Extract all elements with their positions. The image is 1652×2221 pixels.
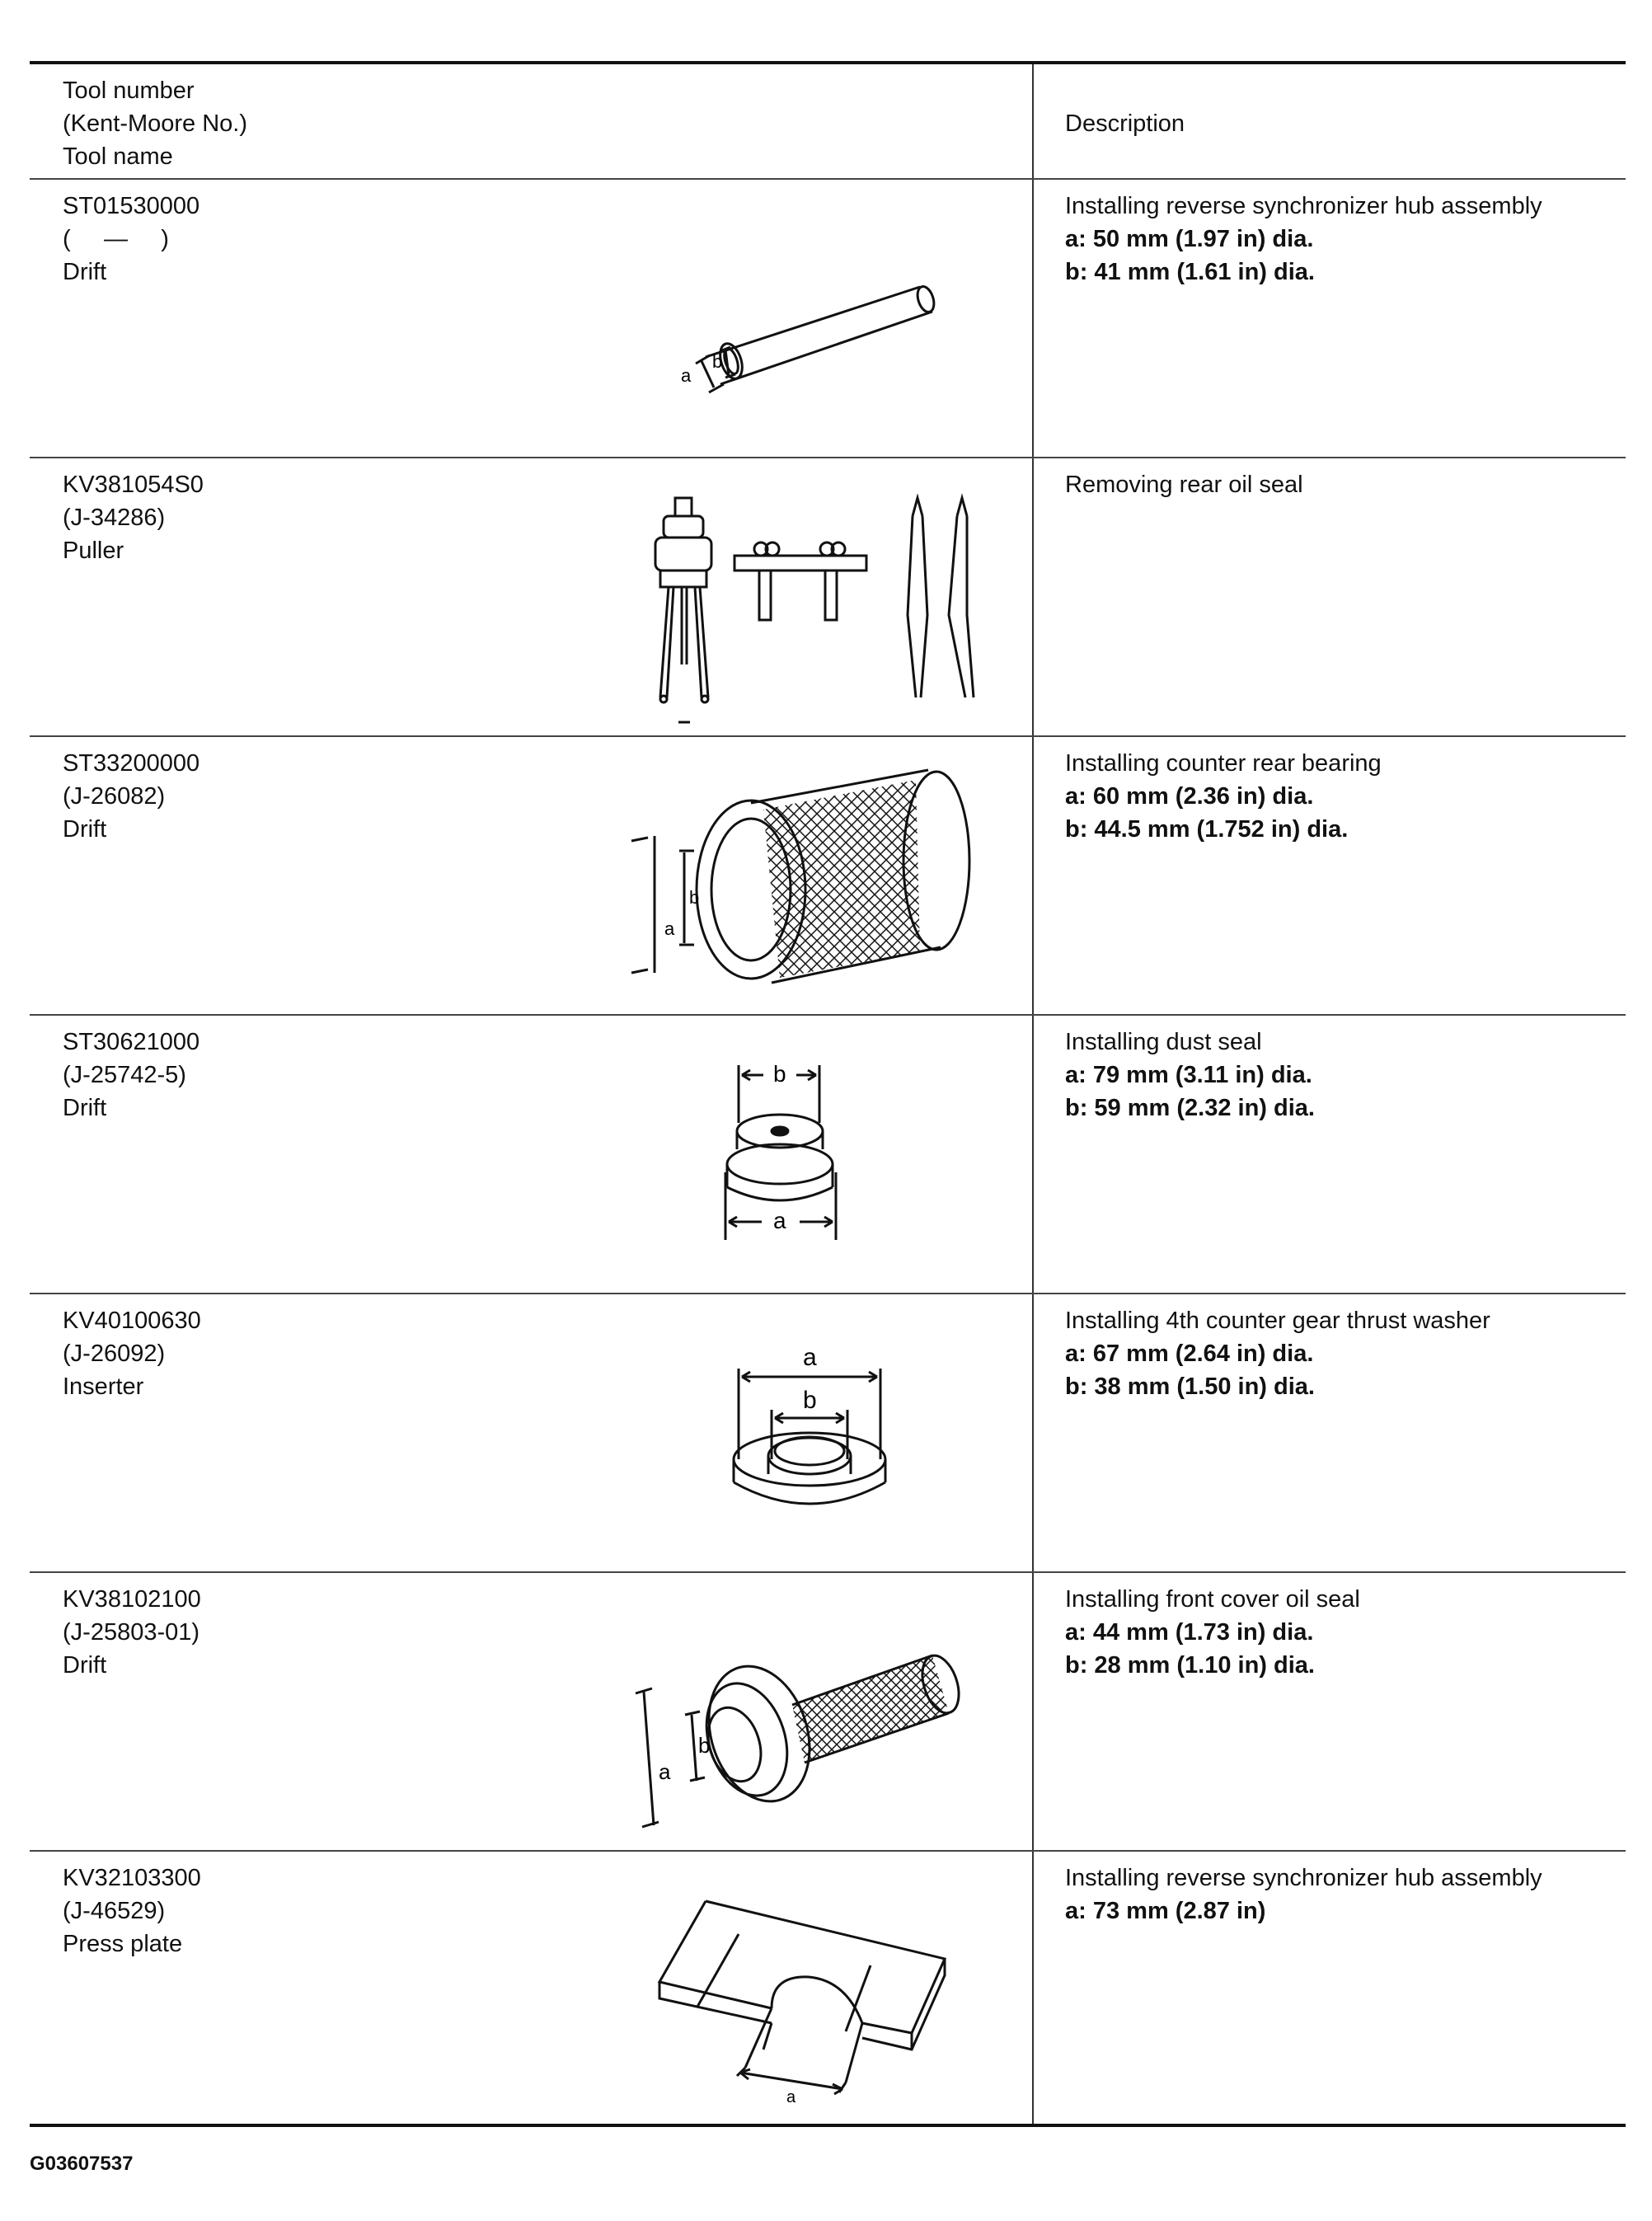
dimension-label-b: b [689,887,700,908]
spec-a: a: 73 mm (2.87 in) [1065,1898,1266,1924]
tool-description: Installing dust seal [1065,1029,1262,1055]
kent-moore-number: (J-26092) [63,1341,166,1367]
dimension-label-b: b [773,1061,786,1087]
dimension-label-a: a [664,918,675,939]
dust-seal-drift-illustration [714,1049,879,1255]
dimension-label-b: b [712,351,723,372]
tool-number: KV38102100 [63,1586,201,1613]
kent-moore-number: (J-46529) [63,1898,166,1924]
kent-moore-number: ( — ) [63,226,169,252]
spec-b: b: 59 mm (2.32 in) dia. [1065,1095,1315,1121]
figure-code: G03607537 [30,2153,134,2175]
tool-number: ST30621000 [63,1029,200,1055]
spec-b: b: 44.5 mm (1.752 in) dia. [1065,816,1349,843]
header-left-cell [30,64,1032,178]
dimension-label-a: a [659,1759,671,1784]
kent-moore-number: (J-34286) [63,505,166,531]
table-row [30,1016,1626,1294]
dimension-label-a: a [803,1344,817,1371]
tool-description: Removing rear oil seal [1065,472,1303,498]
dimension-label-a: a [773,1208,786,1233]
header-tool-number: Tool number [63,77,195,104]
header-right-cell [1032,64,1627,178]
drift-tube-illustration [623,246,969,394]
dimension-label-b: b [698,1733,711,1758]
table-row [30,458,1626,737]
header-description: Description [1065,110,1185,137]
table-header-row [30,64,1626,180]
spec-b: b: 38 mm (1.50 in) dia. [1065,1373,1315,1400]
tool-description: Installing front cover oil seal [1065,1586,1360,1613]
front-cover-drift-illustration [619,1606,982,1837]
dimension-label-b: b [803,1387,817,1414]
header-kent-moore: (Kent-Moore No.) [63,110,248,137]
tool-number: KV381054S0 [63,472,204,498]
tool-name: Drift [63,1652,107,1679]
table-bottom-rule [30,2124,1626,2127]
table-row [30,180,1626,458]
tool-number: KV32103300 [63,1865,201,1891]
knurled-drift-illustration [615,762,978,1009]
spec-a: a: 44 mm (1.73 in) dia. [1065,1619,1314,1646]
tool-name: Puller [63,538,124,564]
tool-name: Press plate [63,1931,183,1957]
kent-moore-number: (J-25742-5) [63,1062,186,1088]
spec-a: a: 79 mm (3.11 in) dia. [1065,1062,1312,1088]
tool-description: Installing counter rear bearing [1065,750,1382,777]
tool-description: Installing reverse synchronizer hub assembly [1065,193,1542,219]
inserter-illustration [706,1336,903,1542]
tool-name: Inserter [63,1373,144,1400]
kent-moore-number: (J-25803-01) [63,1619,200,1646]
tool-number: ST33200000 [63,750,200,777]
spec-a: a: 50 mm (1.97 in) dia. [1065,226,1314,252]
tool-description: Installing reverse synchronizer hub assembly [1065,1865,1542,1891]
spec-a: a: 60 mm (2.36 in) dia. [1065,783,1314,810]
press-plate-illustration [648,1885,961,2107]
dimension-label-a: a [786,2088,796,2106]
tool-number: ST01530000 [63,193,200,219]
dimension-label-a: a [681,365,692,386]
spec-a: a: 67 mm (2.64 in) dia. [1065,1341,1314,1367]
table-row [30,1573,1626,1852]
tool-name: Drift [63,1095,107,1121]
spec-b: b: 28 mm (1.10 in) dia. [1065,1652,1315,1679]
kent-moore-number: (J-26082) [63,783,166,810]
tool-name: Drift [63,259,107,285]
tool-name: Drift [63,816,107,843]
table-row [30,1294,1626,1573]
spec-b: b: 41 mm (1.61 in) dia. [1065,259,1315,285]
tool-number: KV40100630 [63,1308,201,1334]
table-row [30,737,1626,1016]
tool-description: Installing 4th counter gear thrust washer [1065,1308,1490,1334]
table-row [30,1852,1626,2124]
header-tool-name: Tool name [63,143,173,170]
puller-illustration [611,491,998,730]
